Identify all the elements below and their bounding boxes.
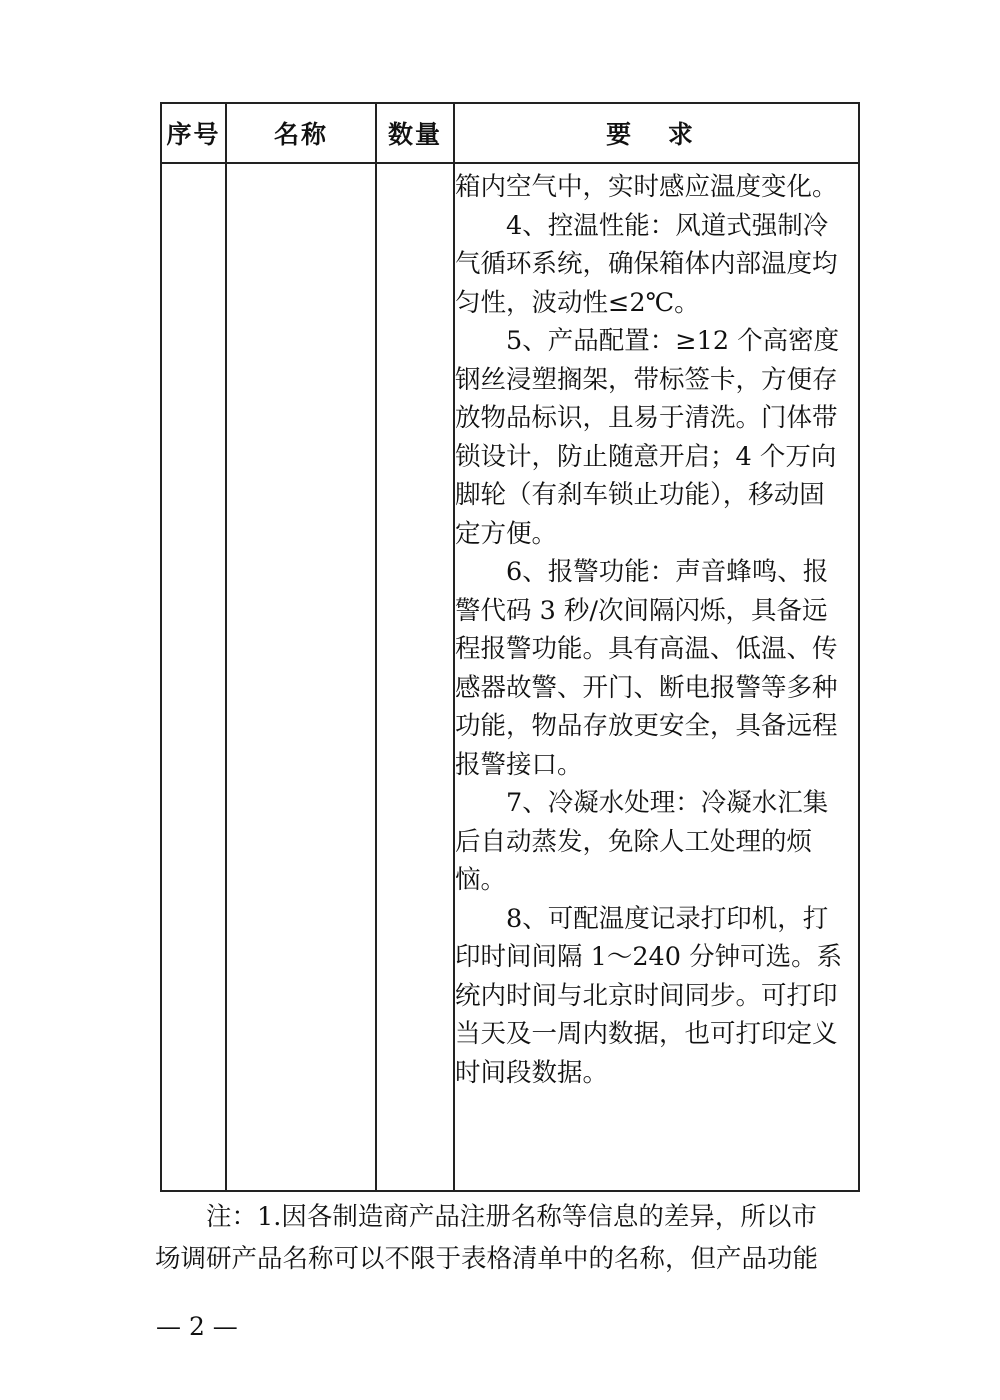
note-line: 场调研产品名称可以不限于表格清单中的名称，但产品功能 bbox=[155, 1244, 819, 1274]
requirement-line: 箱内空气中，实时感应温度变化。 bbox=[455, 172, 838, 202]
requirement-line: 定方便。 bbox=[455, 518, 558, 549]
cell-requirements bbox=[454, 163, 859, 1191]
requirement-line: 匀性，波动性≤2℃。 bbox=[455, 287, 700, 318]
cell-quantity bbox=[376, 163, 454, 1191]
requirement-line: 6、报警功能：声音蜂鸣、报 bbox=[506, 557, 829, 587]
requirements-table bbox=[160, 102, 860, 1192]
requirement-line: 当天及一周内数据，也可打印定义 bbox=[455, 1019, 838, 1049]
requirement-line: 功能，物品存放更安全，具备远程 bbox=[455, 711, 838, 741]
header-index: 序号 bbox=[161, 103, 226, 163]
requirement-line: 钢丝浸塑搁架，带标签卡，方便存 bbox=[455, 364, 838, 395]
table-row bbox=[161, 163, 859, 1191]
requirement-line: 后自动蒸发，免除人工处理的烦 bbox=[455, 826, 813, 857]
header-requirements: 要 求 bbox=[454, 103, 859, 163]
cell-name bbox=[226, 163, 376, 1191]
requirement-line: 时间段数据。 bbox=[455, 1057, 609, 1088]
cell-index bbox=[161, 163, 226, 1191]
requirement-line: 报警接口。 bbox=[455, 749, 583, 780]
requirement-line: 统内时间与北京时间同步。可打印 bbox=[455, 980, 838, 1011]
note-paragraph bbox=[155, 1196, 855, 1280]
note-line: 注：1.因各制造商产品注册名称等信息的差异，所以市 bbox=[206, 1202, 817, 1232]
requirement-line: 印时间间隔 1～240 分钟可选。系 bbox=[455, 942, 843, 972]
requirement-line: 程报警功能。具有高温、低温、传 bbox=[455, 634, 838, 664]
requirement-line: 脚轮（有刹车锁止功能），移动固 bbox=[455, 480, 825, 510]
requirements-text bbox=[455, 168, 852, 1092]
page-number: — 2 — bbox=[156, 1312, 238, 1341]
requirement-line: 4、控温性能：风道式强制冷 bbox=[506, 210, 829, 241]
requirement-line: 锁设计，防止随意开启；4 个万向 bbox=[455, 441, 837, 472]
requirement-line: 警代码 3 秒/次间隔闪烁，具备远 bbox=[455, 595, 828, 626]
requirement-line: 气循环系统，确保箱体内部温度均 bbox=[455, 249, 838, 279]
requirement-line: 放物品标识，且易于清洗。门体带 bbox=[455, 403, 838, 433]
requirement-line: 7、冷凝水处理：冷凝水汇集 bbox=[506, 788, 829, 818]
requirement-line: 恼。 bbox=[455, 865, 507, 895]
requirement-line: 8、可配温度记录打印机，打 bbox=[506, 903, 829, 934]
requirement-line: 感器故警、开门、断电报警等多种 bbox=[455, 672, 838, 703]
header-quantity: 数量 bbox=[376, 103, 454, 163]
table-header-row bbox=[161, 103, 859, 163]
requirement-line: 5、产品配置：≥12 个高密度 bbox=[506, 326, 840, 356]
header-name: 名称 bbox=[226, 103, 376, 163]
